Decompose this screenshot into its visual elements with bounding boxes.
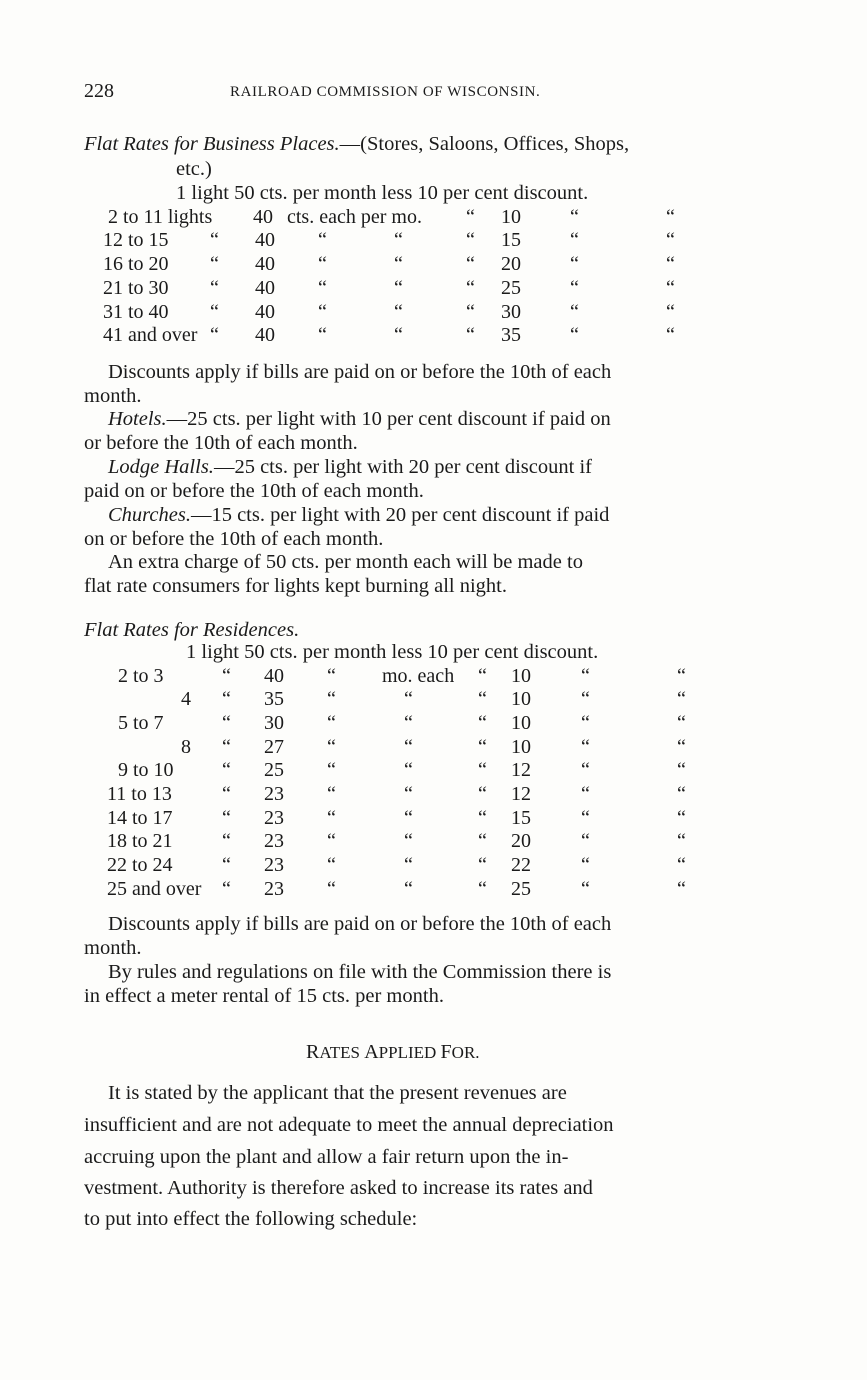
ditto-mark: “	[581, 807, 590, 829]
discount-cell: 12	[511, 783, 531, 805]
discount-cell: 22	[511, 854, 531, 876]
residences-heading: Flat Rates for Residences.	[84, 619, 300, 641]
ditto-mark: “	[222, 783, 231, 805]
rate-cell: 40	[255, 301, 275, 323]
ditto-mark: “	[478, 807, 487, 829]
ditto-mark: “	[222, 736, 231, 758]
discount-cell: 10	[511, 665, 531, 687]
business-rate-row	[0, 277, 867, 301]
business-rate-row	[0, 206, 867, 230]
residence-rate-row	[0, 688, 867, 712]
business-heading-rest: —(Stores, Saloons, Offices, Shops,	[339, 133, 630, 155]
ditto-mark: “	[570, 206, 579, 228]
ditto-mark: “	[677, 807, 686, 829]
ditto-mark: “	[570, 324, 579, 346]
discount-note-1: Discounts apply if bills are paid on or before the 10th of each	[108, 361, 612, 383]
range-cell: 14 to 17	[107, 807, 173, 829]
applied-paragraph-line: accruing upon the plant and allow a fair return upon the in-	[84, 1146, 569, 1168]
unit-cell: “	[404, 688, 413, 710]
ditto-mark: “	[478, 878, 487, 900]
ditto-mark: “	[666, 324, 675, 346]
unit-cell: “	[404, 807, 413, 829]
rate-cell: 23	[264, 878, 284, 900]
residence-rate-row	[0, 807, 867, 831]
ditto-mark: “	[666, 277, 675, 299]
range-cell: 12 to 15	[103, 229, 169, 251]
ditto-mark: “	[581, 688, 590, 710]
rate-cell: 30	[264, 712, 284, 734]
ditto-mark: “	[666, 229, 675, 251]
ditto-mark: “	[677, 665, 686, 687]
unit-cell: “	[404, 712, 413, 734]
range-cell: 9 to 10	[118, 759, 174, 781]
ditto-mark: “	[318, 253, 327, 275]
ditto-mark: “	[210, 253, 219, 275]
heading-cap-f: F	[440, 1041, 452, 1063]
ditto-mark: “	[327, 854, 336, 876]
ditto-mark: “	[318, 277, 327, 299]
ditto-mark: “	[318, 324, 327, 346]
ditto-mark: “	[581, 736, 590, 758]
ditto-mark: “	[210, 324, 219, 346]
ditto-mark: “	[581, 759, 590, 781]
churches-paragraph-cont: on or before the 10th of each month.	[84, 528, 384, 550]
range-cell: 31 to 40	[103, 301, 169, 323]
ditto-mark: “	[478, 688, 487, 710]
ditto-mark: “	[677, 712, 686, 734]
discount-cell: 25	[511, 878, 531, 900]
business-heading-cont: etc.)	[176, 158, 212, 180]
discount-cell: 35	[501, 324, 521, 346]
ditto-mark: “	[581, 783, 590, 805]
rate-cell: 23	[264, 830, 284, 852]
range-cell: 16 to 20	[103, 253, 169, 275]
residence-rate-row	[0, 830, 867, 854]
applied-paragraph-line: insufficient and are not adequate to meet the annual depreciation	[84, 1114, 614, 1136]
ditto-mark: “	[466, 206, 475, 228]
discount-cell: 10	[511, 712, 531, 734]
discount-note-2-cont: month.	[84, 937, 142, 959]
discount-cell: 20	[511, 830, 531, 852]
range-cell: 2 to 3	[118, 665, 164, 687]
unit-cell: “	[404, 759, 413, 781]
range-cell: 41 and over	[103, 324, 198, 346]
ditto-mark: “	[466, 229, 475, 251]
residence-rate-row	[0, 854, 867, 878]
business-heading	[84, 133, 629, 156]
rate-cell: 23	[264, 783, 284, 805]
rates-applied-heading	[306, 1041, 480, 1064]
applied-paragraph-line: to put into effect the following schedule:	[84, 1208, 418, 1230]
ditto-mark: “	[222, 878, 231, 900]
unit-cell: “	[404, 783, 413, 805]
lodge-paragraph-cont: paid on or before the 10th of each month.	[84, 480, 424, 502]
range-cell: 18 to 21	[107, 830, 173, 852]
churches-label: Churches.	[108, 504, 191, 526]
ditto-mark: “	[210, 229, 219, 251]
ditto-mark: “	[478, 665, 487, 687]
applied-paragraph-line: It is stated by the applicant that the present revenues are	[108, 1082, 567, 1104]
ditto-mark: “	[394, 229, 403, 251]
ditto-mark: “	[581, 878, 590, 900]
ditto-mark: “	[466, 277, 475, 299]
ditto-mark: “	[466, 324, 475, 346]
ditto-mark: “	[677, 878, 686, 900]
discount-note-1-cont: month.	[84, 385, 142, 407]
discount-cell: 10	[511, 736, 531, 758]
ditto-mark: “	[581, 854, 590, 876]
ditto-mark: “	[394, 301, 403, 323]
ditto-mark: “	[222, 665, 231, 687]
lodge-label: Lodge Halls.	[108, 456, 214, 478]
range-cell: 11 to 13	[107, 783, 172, 805]
ditto-mark: “	[394, 324, 403, 346]
heading-sc-1: ATES	[319, 1043, 365, 1062]
ditto-mark: “	[222, 688, 231, 710]
ditto-mark: “	[581, 665, 590, 687]
ditto-mark: “	[327, 783, 336, 805]
ditto-mark: “	[327, 665, 336, 687]
discount-cell: 20	[501, 253, 521, 275]
ditto-mark: “	[478, 783, 487, 805]
range-cell: 21 to 30	[103, 277, 169, 299]
ditto-mark: “	[478, 830, 487, 852]
ditto-mark: “	[318, 229, 327, 251]
business-rate-row	[0, 253, 867, 277]
rate-cell: 40	[253, 206, 273, 228]
heading-cap-a: A	[364, 1041, 379, 1063]
meter-rental-paragraph-cont: in effect a meter rental of 15 cts. per month.	[84, 985, 444, 1007]
residence-rate-row	[0, 665, 867, 689]
ditto-mark: “	[327, 688, 336, 710]
discount-cell: 15	[501, 229, 521, 251]
ditto-mark: “	[327, 807, 336, 829]
discount-cell: 10	[511, 688, 531, 710]
discount-cell: 10	[501, 206, 521, 228]
residence-rate-row	[0, 878, 867, 902]
ditto-mark: “	[478, 736, 487, 758]
ditto-mark: “	[570, 253, 579, 275]
ditto-mark: “	[666, 301, 675, 323]
residence-rate-row	[0, 736, 867, 760]
ditto-mark: “	[222, 854, 231, 876]
rate-cell: 40	[255, 253, 275, 275]
unit-cell: cts. each per mo.	[287, 206, 422, 228]
ditto-mark: “	[394, 253, 403, 275]
churches-text: —15 cts. per light with 20 per cent discount if paid	[190, 504, 610, 526]
ditto-mark: “	[327, 830, 336, 852]
hotels-paragraph-cont: or before the 10th of each month.	[84, 432, 358, 454]
ditto-mark: “	[677, 854, 686, 876]
ditto-mark: “	[222, 807, 231, 829]
range-cell: 8	[181, 736, 191, 758]
unit-cell: “	[404, 830, 413, 852]
range-cell: 25 and over	[107, 878, 202, 900]
ditto-mark: “	[677, 830, 686, 852]
business-rate-row	[0, 324, 867, 348]
heading-sc-3: OR.	[451, 1043, 480, 1062]
rate-cell: 40	[255, 229, 275, 251]
ditto-mark: “	[222, 759, 231, 781]
ditto-mark: “	[581, 830, 590, 852]
ditto-mark: “	[478, 854, 487, 876]
rate-cell: 27	[264, 736, 284, 758]
unit-cell: “	[404, 878, 413, 900]
hotels-text: —25 cts. per light with 10 per cent discount if paid on	[166, 408, 611, 430]
discount-cell: 15	[511, 807, 531, 829]
ditto-mark: “	[677, 688, 686, 710]
ditto-mark: “	[570, 301, 579, 323]
unit-cell: “	[404, 736, 413, 758]
ditto-mark: “	[327, 759, 336, 781]
business-first-row: 1 light 50 cts. per month less 10 per cent discount.	[176, 182, 589, 204]
ditto-mark: “	[327, 712, 336, 734]
discount-cell: 12	[511, 759, 531, 781]
residences-first-row: 1 light 50 cts. per month less 10 per cent discount.	[186, 641, 599, 663]
ditto-mark: “	[666, 253, 675, 275]
lodge-text: —25 cts. per light with 20 per cent discount if	[213, 456, 592, 478]
rate-cell: 23	[264, 854, 284, 876]
ditto-mark: “	[210, 301, 219, 323]
page-number: 228	[84, 80, 114, 102]
ditto-mark: “	[478, 712, 487, 734]
extra-charge-paragraph-cont: flat rate consumers for lights kept burning all night.	[84, 575, 508, 597]
rate-cell: 40	[264, 665, 284, 687]
ditto-mark: “	[570, 229, 579, 251]
ditto-mark: “	[677, 736, 686, 758]
heading-sc-2: PPLIED	[378, 1043, 441, 1062]
business-rate-row	[0, 229, 867, 253]
hotels-label: Hotels.	[108, 408, 167, 430]
ditto-mark: “	[222, 712, 231, 734]
ditto-mark: “	[327, 878, 336, 900]
business-rate-row	[0, 301, 867, 325]
residence-rate-row	[0, 783, 867, 807]
hotels-paragraph	[108, 408, 611, 431]
unit-cell: “	[404, 854, 413, 876]
rate-cell: 35	[264, 688, 284, 710]
ditto-mark: “	[478, 759, 487, 781]
residence-rate-row	[0, 759, 867, 783]
rate-cell: 40	[255, 324, 275, 346]
range-cell: 22 to 24	[107, 854, 173, 876]
ditto-mark: “	[570, 277, 579, 299]
heading-cap-r: R	[306, 1041, 320, 1063]
extra-charge-paragraph: An extra charge of 50 cts. per month each will be made to	[108, 551, 583, 573]
ditto-mark: “	[318, 301, 327, 323]
churches-paragraph	[108, 504, 609, 527]
applied-paragraph-line: vestment. Authority is therefore asked to increase its rates and	[84, 1177, 593, 1199]
residence-rate-row	[0, 712, 867, 736]
page-header	[84, 80, 744, 106]
ditto-mark: “	[466, 253, 475, 275]
ditto-mark: “	[210, 277, 219, 299]
range-cell: 2 to 11 lights	[108, 206, 213, 228]
discount-cell: 30	[501, 301, 521, 323]
lodge-paragraph	[108, 456, 592, 479]
business-heading-italic: Flat Rates for Business Places.	[84, 133, 340, 155]
running-title: RAILROAD COMMISSION OF WISCONSIN.	[230, 84, 541, 100]
ditto-mark: “	[666, 206, 675, 228]
discount-cell: 25	[501, 277, 521, 299]
rate-cell: 40	[255, 277, 275, 299]
rate-cell: 23	[264, 807, 284, 829]
ditto-mark: “	[394, 277, 403, 299]
ditto-mark: “	[222, 830, 231, 852]
ditto-mark: “	[581, 712, 590, 734]
rate-cell: 25	[264, 759, 284, 781]
range-cell: 5 to 7	[118, 712, 164, 734]
meter-rental-paragraph: By rules and regulations on file with the Commission there is	[108, 961, 612, 983]
ditto-mark: “	[327, 736, 336, 758]
ditto-mark: “	[677, 759, 686, 781]
ditto-mark: “	[677, 783, 686, 805]
unit-cell: mo. each	[382, 665, 455, 687]
range-cell: 4	[181, 688, 191, 710]
discount-note-2: Discounts apply if bills are paid on or before the 10th of each	[108, 913, 612, 935]
ditto-mark: “	[466, 301, 475, 323]
